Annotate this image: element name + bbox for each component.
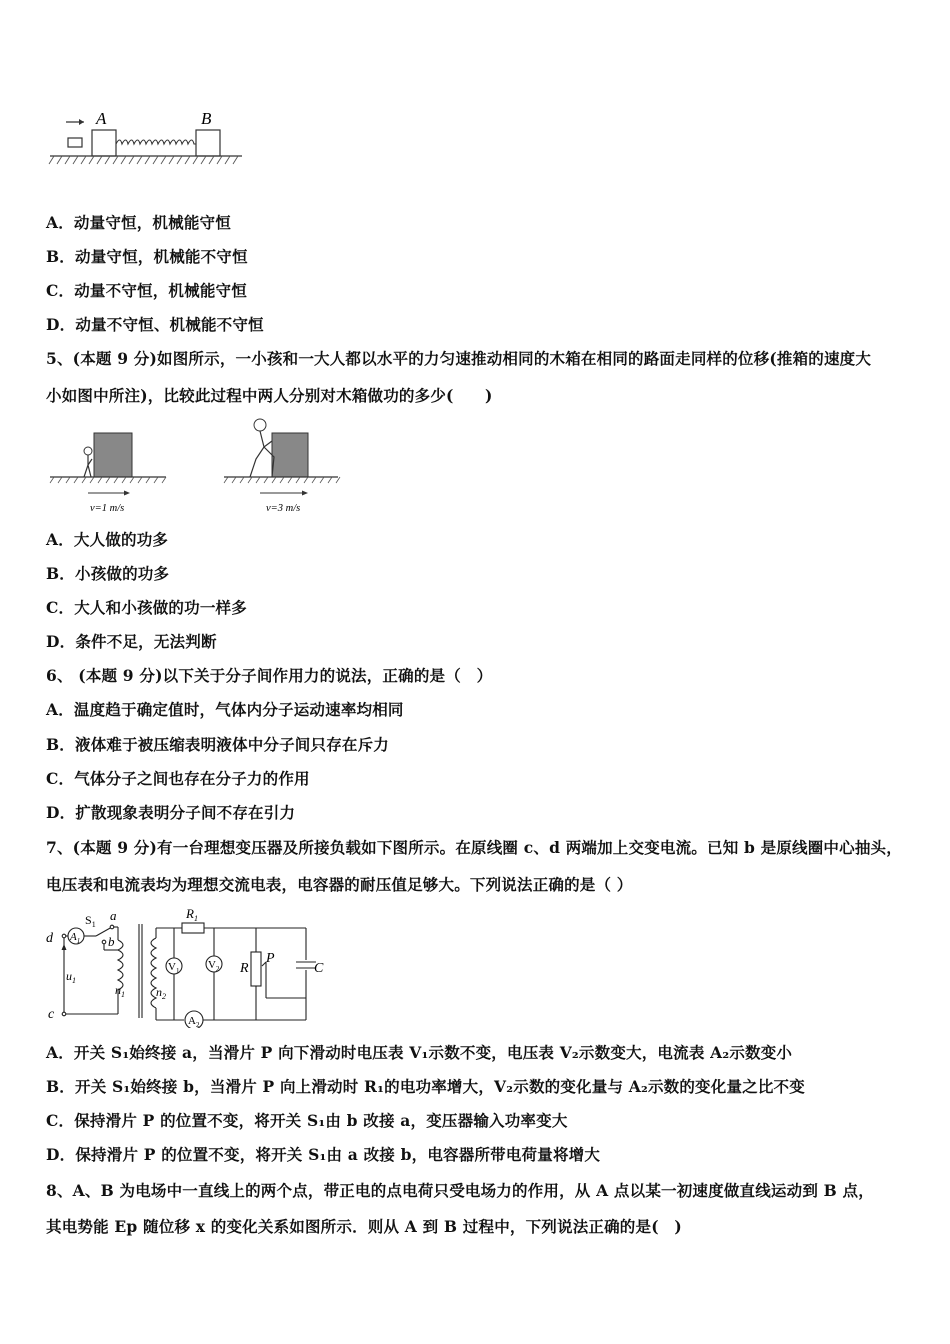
voltage-u1-label: $u_1$ [66,969,76,985]
rheostat-r-label: R [240,961,249,976]
q5-option-b: B．小孩做的功多 [46,564,170,583]
ammeter-a2-label: $A_2$ [188,1015,200,1028]
q4-option-a: A．动量守恒，机械能守恒 [46,213,231,232]
terminal-d: d [46,931,53,946]
q5-option-c: C．大人和小孩做的功一样多 [46,598,247,617]
coil-n1-label: $n_1$ [115,983,125,999]
resistor-r1-label: $R_1$ [186,906,198,923]
q4-option-c: C．动量不守恒，机械能守恒 [46,281,247,300]
q5-stem-line2: 小如图中所注)，比较此过程中两人分别对木箱做功的多少( ) [46,386,493,405]
q6-option-c: C．气体分子之间也存在分子力的作用 [46,769,310,788]
q7-option-a: A．开关 S₁始终接 a，当滑片 P 向下滑动时电压表 V₁示数不变，电压表 V₂示数变大，电流表 A₂示数变小 [46,1043,793,1062]
block-b-label: B [201,109,212,128]
adult-velocity-label: v=3 m/s [266,503,301,514]
voltmeter-v2-label: $V_2$ [208,959,220,973]
q6-option-b: B．液体难于被压缩表明液体中分子间只存在斥力 [46,735,390,754]
spring-blocks-figure [46,100,251,175]
q8-stem-line2: 其电势能 Ep 随位移 x 的变化关系如图所示．则从 A 到 B 过程中，下列说法正确的是( ) [46,1217,682,1236]
child-velocity-label: v=1 m/s [90,503,125,514]
q7-stem-line1: 7、(本题 9 分)有一台理想变压器及所接负载如下图所示。在原线圈 c、d 两端加上交变电流。已知 b 是原线圈中心抽头， [46,838,902,857]
q7-option-d: D．保持滑片 P 的位置不变，将开关 S₁由 a 改接 b，电容器所带电荷量将增大 [46,1145,601,1164]
q8-stem-line1: 8、A、B 为电场中一直线上的两个点，带正电的点电荷只受电场力的作用，从 A 点以某一初速度做直线运动到 B 点， [46,1181,874,1200]
ammeter-a1-label: $A_1$ [70,931,81,945]
q4-option-b: B．动量守恒，机械能不守恒 [46,247,248,266]
q6-option-a: A．温度趋于确定值时，气体内分子运动速率均相同 [46,700,404,719]
q4-option-d: D．动量不守恒、机械能不守恒 [46,315,264,334]
q7-option-c: C．保持滑片 P 的位置不变，将开关 S₁由 b 改接 a，变压器输入功率变大 [46,1111,568,1130]
transformer-circuit-figure [44,900,334,1028]
block-a-label: A [96,109,107,128]
pushing-boxes-figure [46,415,346,517]
q5-option-d: D．条件不足，无法判断 [46,632,217,651]
terminal-a: a [110,908,117,923]
terminal-c: c [48,1007,55,1022]
q5-stem-line1: 5、(本题 9 分)如图所示，一小孩和一大人都以水平的力匀速推动相同的木箱在相同的路面走同样的位移(推箱的速度大 [46,349,872,368]
terminal-b: b [108,934,115,949]
q6-option-d: D．扩散现象表明分子间不存在引力 [46,803,296,822]
q7-option-b: B．开关 S₁始终接 b，当滑片 P 向上滑动时 R₁的电功率增大，V₂示数的变化量与 A₂示数的变化量之比不变 [46,1077,805,1096]
switch-s1-label: $S_1$ [85,913,96,929]
voltmeter-v1-label: $V_1$ [168,961,180,975]
q6-stem: 6、 (本题 9 分)以下关于分子间作用力的说法，正确的是（ ） [46,666,493,685]
q7-stem-line2: 电压表和电流表均为理想交流电表，电容器的耐压值足够大。下列说法正确的是（ ） [46,875,633,894]
q5-option-a: A．大人做的功多 [46,530,169,549]
slider-p-label: P [266,951,275,966]
coil-n2-label: $n_2$ [156,985,166,1001]
capacitor-c-label: C [314,961,324,976]
